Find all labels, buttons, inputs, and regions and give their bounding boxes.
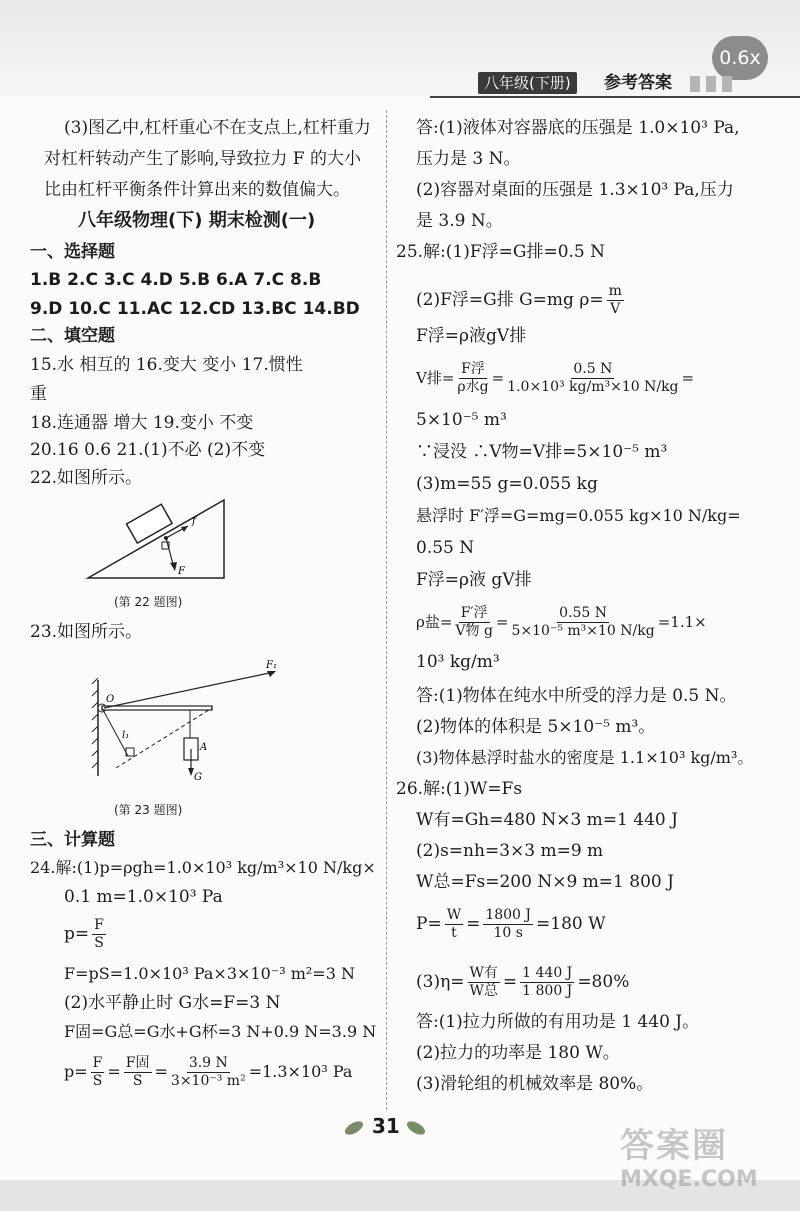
solution-line: 0.55 N	[416, 538, 475, 558]
solution-line: 答:(1)液体对容器底的压强是 1.0×10³ Pa,	[416, 118, 740, 138]
column-divider	[386, 110, 388, 1110]
figure-23-lever	[90, 660, 290, 790]
force-f1-arrow	[104, 672, 274, 708]
figure-caption: (第 22 题图)	[114, 595, 183, 609]
watermark-url: MXQE.COM	[620, 1167, 758, 1192]
fill-answer: 23.如图所示。	[30, 622, 143, 642]
solution-line: P= $\frac{W}{t}$ = $\frac{1800 J}{10 s}$ =180 W	[416, 906, 606, 941]
figure-caption: (第 23 题图)	[114, 803, 183, 817]
solution-line: W有=Gh=480 N×3 m=1 440 J	[416, 810, 678, 830]
solution-line: p= $\frac{F}{S}$ = $\frac{\text{F固}}{S}$ = $\frac{3.9 N}{\text{3×10⁻³ m²}}$ =1.3×10³ Pa	[64, 1054, 353, 1089]
grade-label: 八年级(下册)	[478, 72, 577, 94]
solution-line: p= $\frac{F}{S}$	[64, 916, 104, 951]
solution-line: 5×10⁻⁵ m³	[416, 410, 507, 430]
answer-line: (3)物体悬浮时盐水的密度是 1.1×10³ kg/m³。	[416, 748, 754, 767]
solution-line: (3)m=55 g=0.055 kg	[416, 474, 598, 494]
label-g: G	[194, 772, 202, 783]
solution-line: 0.1 m=1.0×10³ Pa	[64, 887, 223, 907]
section-heading: 一、选择题	[30, 242, 115, 262]
solution-line: (3)η= $\frac{\text{W有}}{\text{W总}}$ = $\frac{1 440 J}{1 800 J}$ =80%	[416, 964, 630, 999]
answer-line: 答:(1)物体在纯水中所受的浮力是 0.5 N。	[416, 686, 737, 706]
solution-line: W总=Fs=200 N×9 m=1 800 J	[416, 872, 674, 892]
solution-line: V排= $\frac{\text{F浮}}{\text{ρ水g}}$ = $\frac{0.5 N}{\text{1.0×10³ kg/m³×10 N/kg}}$ =	[416, 360, 695, 395]
label-l1: l₁	[122, 730, 130, 741]
watermark-logo-text: 答案圈	[620, 1126, 728, 1166]
solution-line: F固=G总=G水+G杯=3 N+0.9 N=3.9 N	[64, 1022, 377, 1041]
solution-line: (2)F浮=G排 G=mg ρ= $\frac{m}{V}$	[416, 282, 622, 317]
answer-line: 答:(1)拉力所做的有用功是 1 440 J。	[416, 1012, 700, 1032]
figure-22-incline	[84, 496, 240, 586]
solution-line: 10³ kg/m³	[416, 652, 500, 672]
header-rule	[430, 96, 800, 98]
solution-line: (2)s=nh=3×3 m=9 m	[416, 841, 604, 861]
fill-answer: 22.如图所示。	[30, 468, 143, 488]
fill-answer: 15.水 相互的 16.变大 变小 17.惯性	[30, 355, 303, 375]
site-watermark	[620, 1118, 790, 1206]
section-heading: 三、计算题	[30, 830, 115, 850]
solution-line: 25.解:(1)F浮=G排=0.5 N	[396, 242, 606, 262]
solution-line: ∵浸没 ∴V物=V排=5×10⁻⁵ m³	[416, 442, 668, 462]
solution-line: F=pS=1.0×10³ Pa×3×10⁻³ m²=3 N	[64, 964, 355, 983]
solution-line: (2)容器对桌面的压强是 1.3×10³ Pa,压力	[416, 180, 734, 200]
fill-answer: 18.连通器 增大 19.变小 不变	[30, 413, 254, 433]
text-line: (3)图乙中,杠杆重心不在支点上,杠杆重力	[64, 118, 371, 138]
mc-answers: 1.B 2.C 3.C 4.D 5.B 6.A 7.C 8.B	[30, 270, 322, 290]
solution-line: ρ盐= $\frac{\text{F′浮}}{\text{V物 g}}$ = $\frac{0.55 N}{\text{5×10⁻⁵ m³×10 N/kg}}$ =1.1×	[416, 604, 707, 639]
fill-answer: 20.16 0.6 21.(1)不必 (2)不变	[30, 440, 266, 460]
solution-line: 26.解:(1)W=Fs	[396, 779, 523, 799]
solution-line: F浮=ρ液gV排	[416, 326, 527, 346]
answer-line: (2)拉力的功率是 180 W。	[416, 1043, 620, 1063]
solution-line: 悬浮时 F′浮=G=mg=0.055 kg×10 N/kg=	[416, 506, 741, 525]
mc-answers: 9.D 10.C 11.AC 12.CD 13.BC 14.BD	[30, 299, 360, 319]
solution-line: (2)水平静止时 G水=F=3 N	[64, 993, 281, 1013]
solution-line: 压力是 3 N。	[416, 149, 521, 169]
exam-title: 八年级物理(下) 期末检测(一)	[78, 210, 316, 231]
label-a: A	[200, 742, 208, 753]
lever-bar	[102, 706, 212, 710]
solution-line: 24.解:(1)p=ρgh=1.0×10³ kg/m³×10 N/kg×	[30, 858, 376, 877]
fill-answer: 重	[30, 384, 47, 404]
header-stripes	[690, 76, 800, 92]
answer-line: (3)滑轮组的机械效率是 80%。	[416, 1074, 654, 1094]
playback-speed-badge[interactable]: 0.6x	[712, 36, 768, 80]
header-band	[0, 0, 800, 96]
section-heading: 二、填空题	[30, 326, 115, 346]
answer-line: (2)物体的体积是 5×10⁻⁵ m³。	[416, 717, 656, 737]
label-f: f	[192, 516, 196, 527]
solution-line: 是 3.9 N。	[416, 211, 503, 231]
solution-line: F浮=ρ液 gV排	[416, 570, 532, 590]
text-line: 对杠杆转动产生了影响,导致拉力 F 的大小	[44, 149, 362, 169]
text-line: 比由杠杆平衡条件计算出来的数值偏大。	[44, 180, 350, 200]
label-F: F	[178, 566, 185, 577]
answers-title: 参考答案	[604, 73, 672, 93]
label-f1: F₁	[266, 660, 277, 671]
page-number: 31	[372, 1114, 400, 1138]
label-o: O	[106, 694, 115, 705]
